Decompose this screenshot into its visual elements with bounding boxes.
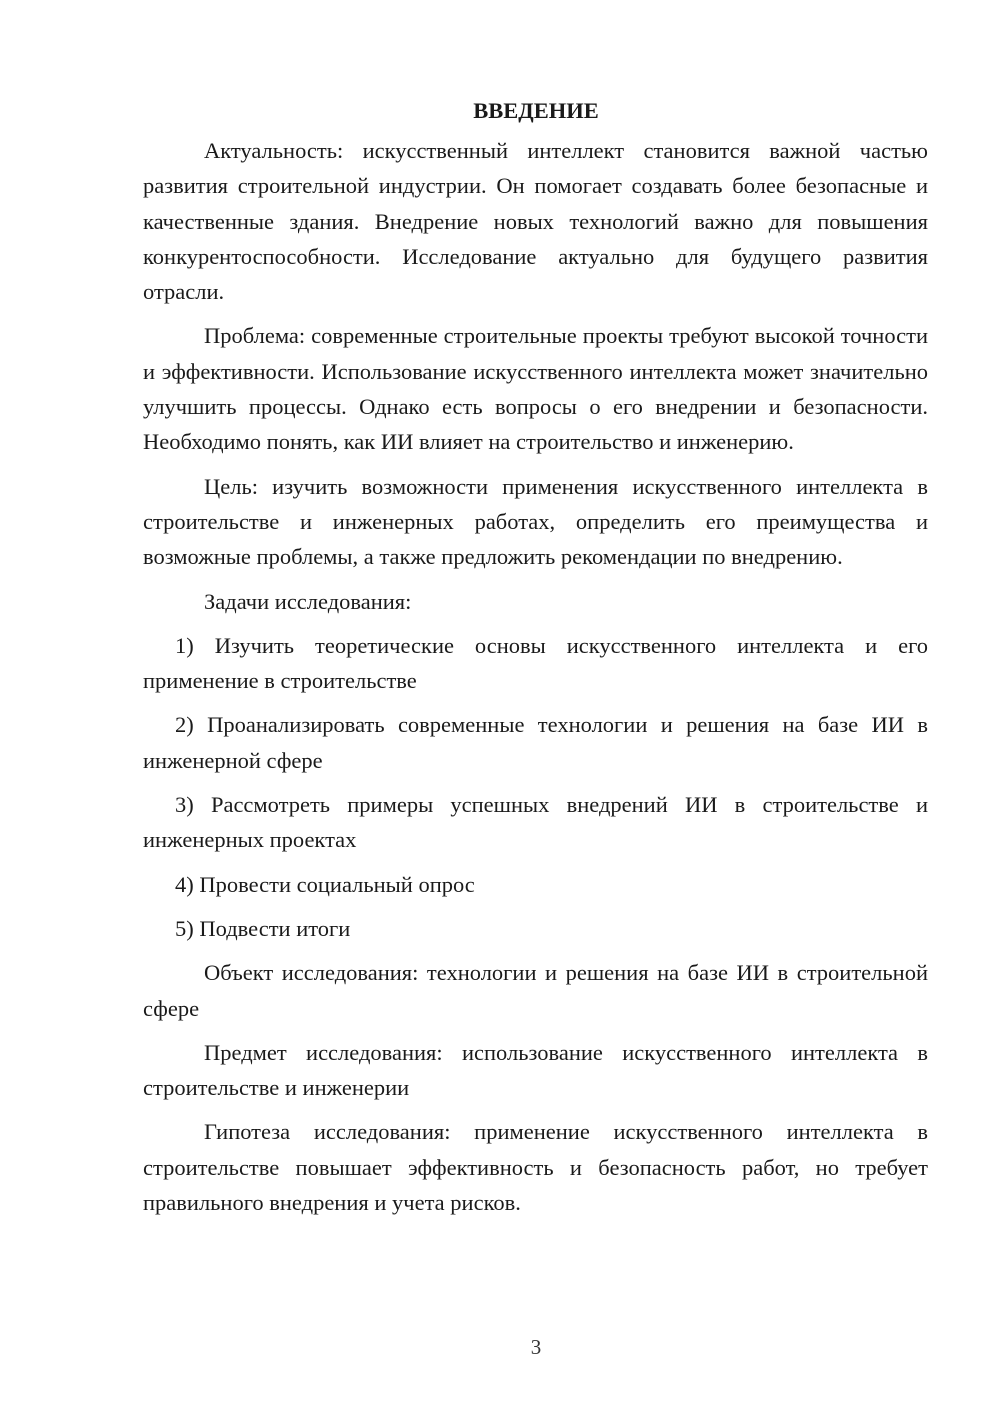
page-title: ВВЕДЕНИЕ	[473, 98, 599, 123]
list-item: 4) Провести социальный опрос	[175, 871, 475, 897]
page-number: 3	[530, 1335, 542, 1359]
paragraph-goal: Цель: изучить возможности применения искусственного интеллекта в строительстве и инженерных работах, определить его преимущества и возможные проблемы, а также предложить рекомендации по внедрению.	[143, 473, 928, 570]
paragraph-problem: Проблема: современные строительные проекты требуют высокой точности и эффективности. Использование искусственного интеллекта может значительно улучшить процессы. Однако есть вопросы о его внедрении и безопасности. Необходимо понять, как ИИ влияет на строительство и инженерию.	[143, 323, 928, 455]
list-item: 3) Рассмотреть примеры успешных внедрений ИИ в строительстве и инженерных проектах	[143, 792, 928, 853]
tasks-list	[143, 628, 928, 946]
tasks-heading: Задачи исследования:	[204, 588, 412, 614]
list-item: 5) Подвести итоги	[175, 915, 351, 941]
paragraph-hypothesis: Гипотеза исследования: применение искусственного интеллекта в строительстве повышает эффективность и безопасность работ, но требует правильного внедрения и учета рисков.	[143, 1119, 928, 1216]
list-item: 1) Изучить теоретические основы искусственного интеллекта и его применение в строительстве	[143, 632, 928, 694]
paragraph-relevance: Актуальность: искусственный интеллект становится важной частью развития строительной индустрии. Он помогает создавать более безопасные и качественные здания. Внедрение новых технологий важно для повышения конкурентоспособности. Исследование актуально для будущего развития отрасли.	[143, 138, 928, 305]
list-item: 2) Проанализировать современные технологии и решения на базе ИИ в инженерной сфере	[143, 712, 928, 773]
page-content	[143, 96, 928, 1229]
paragraph-subject: Предмет исследования: использование искусственного интеллекта в строительстве и инженерии	[143, 1039, 928, 1101]
paragraph-object: Объект исследования: технологии и решения на базе ИИ в строительной сфере	[143, 960, 928, 1021]
